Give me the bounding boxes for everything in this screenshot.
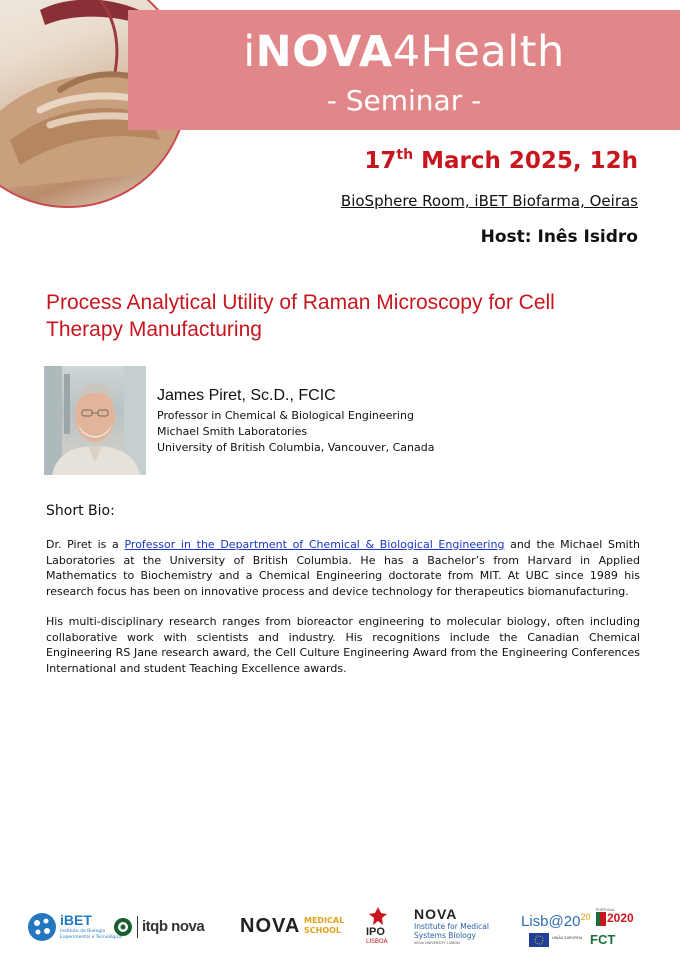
talk-title-line-2: Therapy Manufacturing xyxy=(46,318,262,341)
fct-logo xyxy=(590,932,640,950)
eu-flag-icon xyxy=(529,933,549,947)
portugal2020-top-label: PORTUGAL xyxy=(596,908,615,912)
ipo-lisboa-label: LISBOA xyxy=(366,938,388,945)
portugal2020-logo xyxy=(596,908,640,930)
ibet-subtitle-2: Experimental e Tecnológica xyxy=(60,935,122,940)
eu-funding-logo xyxy=(529,933,585,947)
lisboa2020-wordmark: $Lisb@20^{20}$ xyxy=(521,912,591,930)
itqb-emblem-icon xyxy=(113,917,133,937)
speaker-photo xyxy=(44,366,146,475)
bio-heading: Short Bio: xyxy=(46,503,115,519)
event-venue: BioSphere Room, iBET Biofarma, Oeiras xyxy=(340,192,638,210)
bio-paragraph-1: Dr. Piret is a Professor in the Department of Chemical & Biological Engineering and the Michael Smith Laboratories at the University of British Columbia. He has a Bachelor’s from Harvard in Applied Mathematics to Biochemistry and a Chemical Engineering doctorate from MIT. At UBC since 1989 his research focus has been on innovative process and device technology for therapeutics biomanufacturing. xyxy=(46,538,641,598)
nova-medical-school-logo xyxy=(240,914,352,938)
nova-imsb-university: NOVA UNIVERSITY LISBON xyxy=(414,941,460,945)
seminar-label: - Seminar - xyxy=(326,84,482,117)
event-date: 17th March 2025, 12h xyxy=(364,147,638,174)
fct-wordmark: FCT xyxy=(590,932,616,947)
nova-imsb-line-1: Institute for Medical xyxy=(414,922,489,931)
event-host: Host: Inês Isidro xyxy=(480,227,638,247)
partner-logos xyxy=(0,900,680,961)
speaker-affiliation-university: University of British Columbia, Vancouver, Canada xyxy=(157,441,435,454)
talk-title-line-1: Process Analytical Utility of Raman Microscopy for Cell xyxy=(46,291,555,314)
itqb-divider xyxy=(137,916,138,938)
speaker-portrait xyxy=(44,366,146,475)
nova-imsb-wordmark: NOVA xyxy=(414,906,458,922)
itqb-nova-logo xyxy=(113,916,219,938)
nova-imsb-line-2: Systems Biology xyxy=(414,931,476,940)
ipo-wordmark: IPO xyxy=(366,926,385,938)
ipo-lisboa-logo xyxy=(364,906,396,950)
speaker-affiliation-position: Professor in Chemical & Biological Engineering xyxy=(157,409,414,422)
department-link[interactable]: Professor in the Department of Chemical & Biological Engineering xyxy=(124,538,505,551)
speaker-name: James Piret, Sc.D., FCIC xyxy=(157,387,336,404)
ipo-emblem-icon xyxy=(368,906,388,926)
ibet-logo xyxy=(27,912,122,946)
portugal2020-flag-icon xyxy=(596,912,606,926)
program-title: iNOVA4Health xyxy=(243,27,565,77)
speaker-affiliation-lab: Michael Smith Laboratories xyxy=(157,425,308,438)
bio-paragraph-2: His multi-disciplinary research ranges from bioreactor engineering to molecular biology, often including collaborative work with scientists and industry. His recognitions include the Canadian Chemical Engineering RS Jane research award, the Cell Culture Engineering Award from the Engineering Conferences International and student Teaching Excellence awards. xyxy=(46,615,640,675)
eu-label: UNIÃO EUROPEIA xyxy=(552,936,583,940)
portugal2020-wordmark: 2020 xyxy=(607,911,634,925)
ibet-wordmark: iBET xyxy=(60,912,92,928)
itqb-wordmark: itqb nova xyxy=(142,918,205,935)
nova-medical-label: MEDICAL xyxy=(304,916,345,925)
nova-school-label: SCHOOL xyxy=(304,926,342,935)
lisboa2020-logo xyxy=(521,908,591,930)
nova-medical-wordmark: NOVA xyxy=(240,915,301,937)
talk-title xyxy=(46,289,636,343)
nova-imsb-logo xyxy=(414,906,506,952)
ibet-subtitle-1: Instituto de Biologia xyxy=(60,929,106,934)
ibet-molecule-icon xyxy=(27,912,57,942)
